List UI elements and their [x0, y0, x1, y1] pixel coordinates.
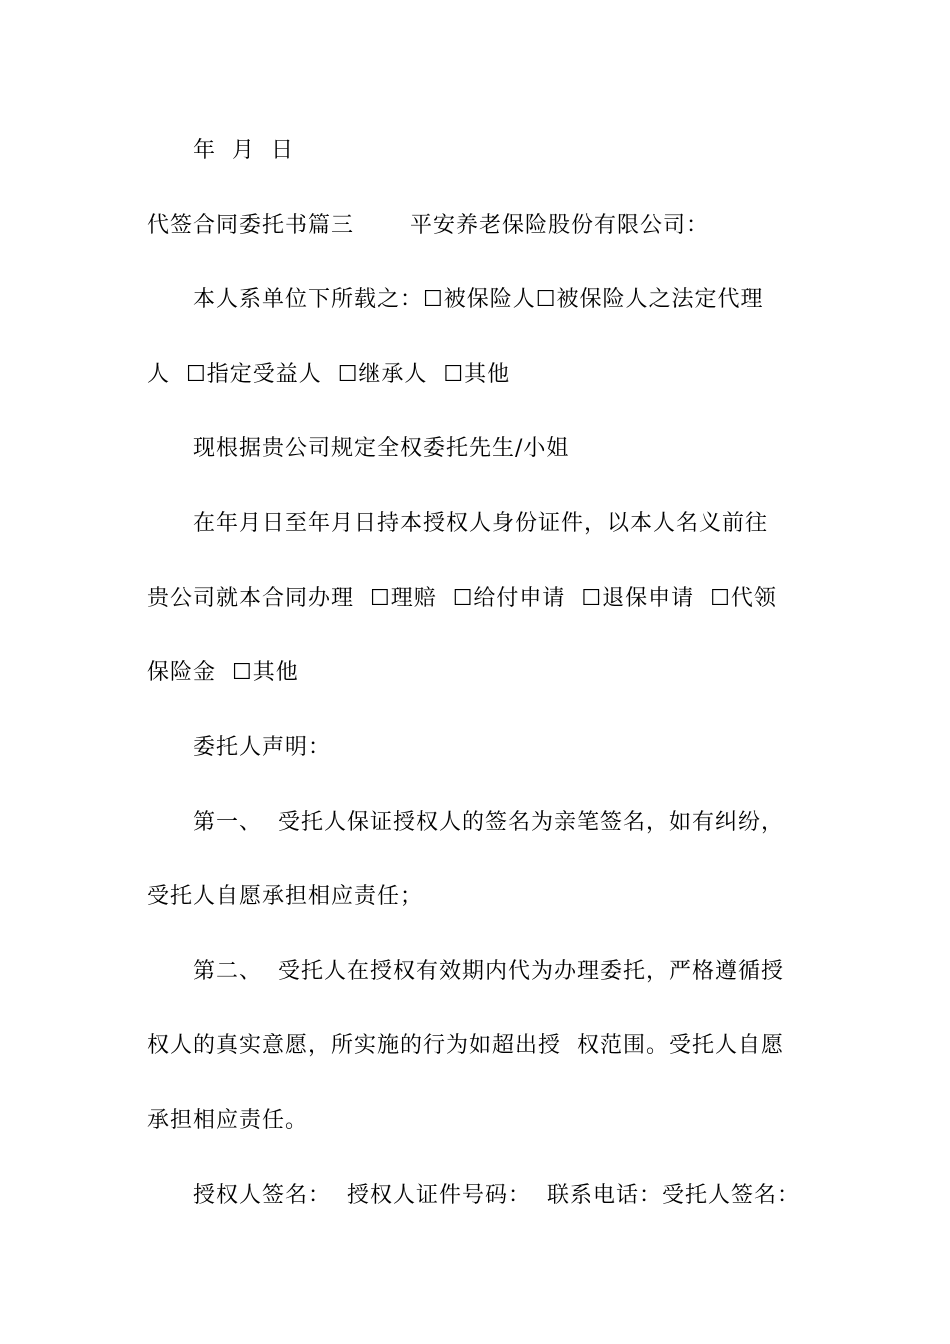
clause-1-line-1: 第一、 受托人保证授权人的签名为亲笔签名，如有纠纷， [193, 810, 784, 835]
business-options-line-1: 贵公司就本合同办理 ☐理赔 ☐给付申请 ☐退保申请 ☐代领 [147, 586, 777, 611]
declaration-heading: 委托人声明： [193, 735, 332, 760]
signature-fields: 授权人签名： 授权人证件号码： 联系电话：受托人签名： [193, 1183, 800, 1208]
clause-2-line-1: 第二、 受托人在授权有效期内代为办理委托，严格遵循授 [193, 959, 784, 984]
clause-1-line-2: 受托人自愿承担相应责任； [147, 884, 424, 909]
delegation-statement: 现根据贵公司规定全权委托先生/小姐 [193, 436, 570, 461]
business-options-line-2: 保险金 ☐其他 [147, 660, 299, 685]
clause-2-line-2: 权人的真实意愿，所实施的行为如超出授 权范围。受托人自愿 [147, 1033, 784, 1058]
authorization-period: 在年月日至年月日持本授权人身份证件，以本人名义前往 [193, 511, 769, 536]
identity-options-line-2: 人 ☐指定受益人 ☐继承人 ☐其他 [147, 362, 511, 387]
title-and-addressee: 代签合同委托书篇三 平安养老保险股份有限公司： [147, 213, 709, 238]
identity-options-line-1: 本人系单位下所载之：☐被保险人☐被保险人之法定代理 [193, 287, 764, 312]
clause-2-line-3: 承担相应责任。 [147, 1108, 309, 1133]
date-line: 年 月 日 [193, 138, 294, 163]
